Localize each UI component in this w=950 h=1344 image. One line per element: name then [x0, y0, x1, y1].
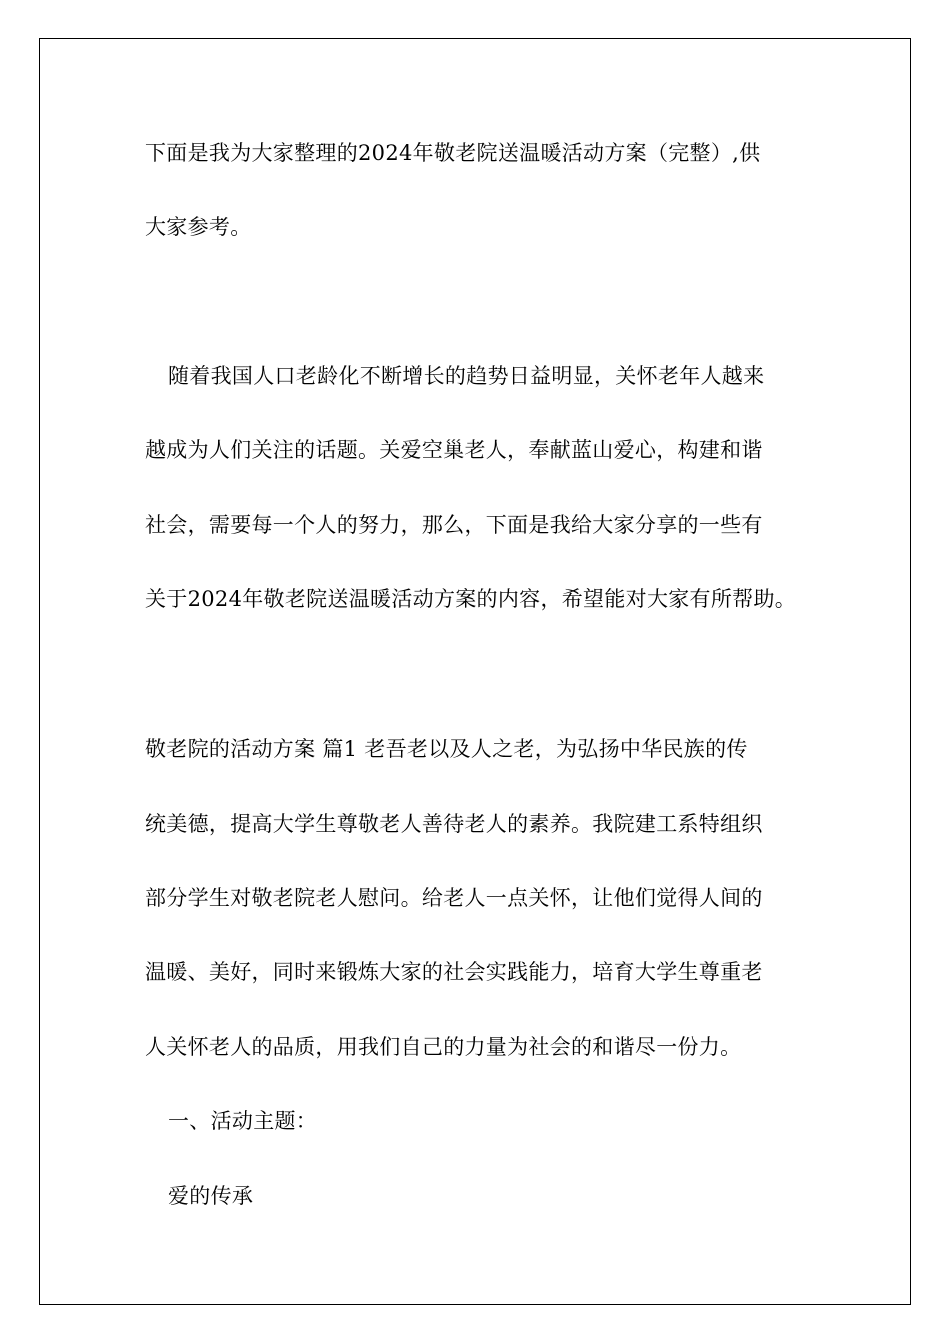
paragraph-2-line-2: 越成为人们关注的话题。关爱空巢老人，奉献蓝山爱心，构建和谐 — [145, 438, 763, 462]
activity-theme-value: 爱的传承 — [168, 1184, 254, 1208]
intro-line-2: 大家参考。 — [145, 215, 252, 239]
intro-line-1: 下面是我为大家整理的2024年敬老院送温暖活动方案（完整）,供 — [145, 141, 761, 165]
paragraph-2-line-4: 关于2024年敬老院送温暖活动方案的内容，希望能对大家有所帮助。 — [145, 587, 797, 611]
section-1-line-5: 人关怀老人的品质，用我们自己的力量为社会的和谐尽一份力。 — [145, 1035, 742, 1059]
section-1-line-4: 温暖、美好，同时来锻炼大家的社会实践能力，培育大学生尊重老 — [145, 960, 763, 984]
heading-activity-theme: 一、活动主题： — [168, 1109, 318, 1133]
section-1-line-2: 统美德，提高大学生尊敬老人善待老人的素养。我院建工系特组织 — [145, 812, 763, 836]
paragraph-2-line-3: 社会，需要每一个人的努力，那么，下面是我给大家分享的一些有 — [145, 513, 763, 537]
section-1-line-1: 敬老院的活动方案 篇1 老吾老以及人之老，为弘扬中华民族的传 — [145, 737, 748, 761]
section-1-line-3: 部分学生对敬老院老人慰问。给老人一点关怀，让他们觉得人间的 — [145, 886, 763, 910]
paragraph-2-line-1: 随着我国人口老龄化不断增长的趋势日益明显，关怀老年人越来 — [168, 364, 765, 388]
